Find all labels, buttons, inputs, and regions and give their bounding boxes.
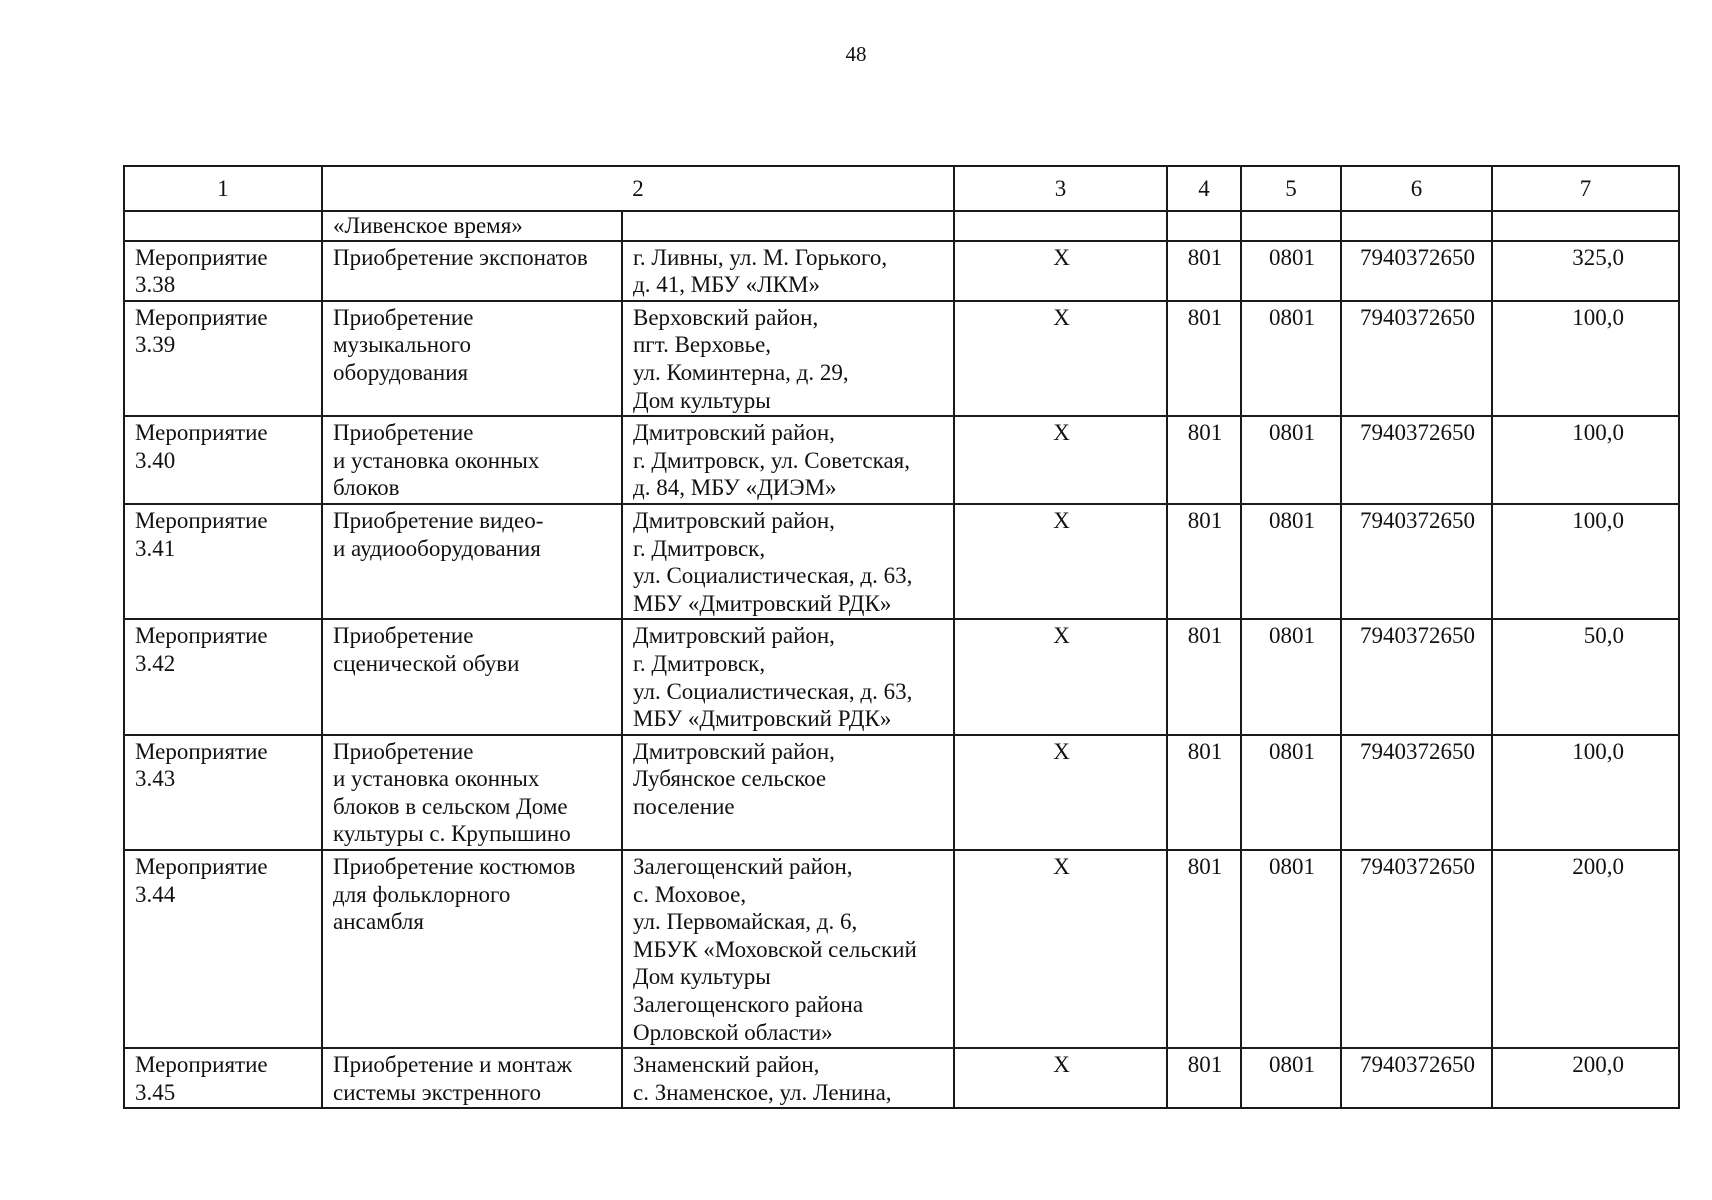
col7-cell: 100,0 <box>1492 735 1679 850</box>
col4-cell: 801 <box>1167 735 1241 850</box>
event-cell: Мероприятие 3.41 <box>124 504 322 619</box>
col7-cell: 100,0 <box>1492 301 1679 416</box>
col6-cell <box>1341 211 1492 241</box>
description-cell: Приобретение костюмов для фольклорного ансамбля <box>322 850 622 1048</box>
col7-cell: 200,0 <box>1492 1048 1679 1108</box>
description-cell: «Ливенское время» <box>322 211 622 241</box>
event-cell: Мероприятие 3.43 <box>124 735 322 850</box>
event-cell: Мероприятие 3.45 <box>124 1048 322 1108</box>
address-cell: Залегощенский район, с. Моховое, ул. Первомайская, д. 6, МБУК «Моховской сельский Дом культуры Залегощенского района Орловской области» <box>622 850 954 1048</box>
table-row <box>124 619 1679 734</box>
header-cell-2: 2 <box>322 166 954 211</box>
col5-cell: 0801 <box>1241 416 1341 504</box>
col4-cell: 801 <box>1167 1048 1241 1108</box>
col6-cell: 7940372650 <box>1341 619 1492 734</box>
description-cell: Приобретение видео- и аудиооборудования <box>322 504 622 619</box>
col4-cell: 801 <box>1167 504 1241 619</box>
col3-cell: Х <box>954 504 1167 619</box>
col5-cell: 0801 <box>1241 301 1341 416</box>
table-row <box>124 241 1679 301</box>
description-cell: Приобретение экспонатов <box>322 241 622 301</box>
table-row <box>124 416 1679 504</box>
col7-cell: 100,0 <box>1492 504 1679 619</box>
col4-cell: 801 <box>1167 301 1241 416</box>
col4-cell <box>1167 211 1241 241</box>
header-cell-6: 6 <box>1341 166 1492 211</box>
description-cell: Приобретение и установка оконных блоков <box>322 416 622 504</box>
col3-cell: Х <box>954 241 1167 301</box>
header-cell-4: 4 <box>1167 166 1241 211</box>
address-cell: Дмитровский район, г. Дмитровск, ул. Социалистическая, д. 63, МБУ «Дмитровский РДК» <box>622 504 954 619</box>
col5-cell: 0801 <box>1241 850 1341 1048</box>
col4-cell: 801 <box>1167 619 1241 734</box>
table-row <box>124 301 1679 416</box>
col6-cell: 7940372650 <box>1341 850 1492 1048</box>
col6-cell: 7940372650 <box>1341 241 1492 301</box>
event-cell: Мероприятие 3.40 <box>124 416 322 504</box>
description-cell: Приобретение музыкального оборудования <box>322 301 622 416</box>
col4-cell: 801 <box>1167 241 1241 301</box>
col6-cell: 7940372650 <box>1341 1048 1492 1108</box>
event-cell: Мероприятие 3.42 <box>124 619 322 734</box>
description-cell: Приобретение и монтаж системы экстренного <box>322 1048 622 1108</box>
address-cell: Дмитровский район, Лубянское сельское поселение <box>622 735 954 850</box>
header-cell-3: 3 <box>954 166 1167 211</box>
header-cell-1: 1 <box>124 166 322 211</box>
table-row <box>124 850 1679 1048</box>
col3-cell: Х <box>954 416 1167 504</box>
address-cell: Дмитровский район, г. Дмитровск, ул. Социалистическая, д. 63, МБУ «Дмитровский РДК» <box>622 619 954 734</box>
event-cell: Мероприятие 3.38 <box>124 241 322 301</box>
description-cell: Приобретение и установка оконных блоков в сельском Доме культуры с. Крупышино <box>322 735 622 850</box>
address-cell: Знаменский район, с. Знаменское, ул. Ленина, <box>622 1048 954 1108</box>
col5-cell: 0801 <box>1241 1048 1341 1108</box>
table-row <box>124 1048 1679 1108</box>
col6-cell: 7940372650 <box>1341 504 1492 619</box>
col3-cell: Х <box>954 735 1167 850</box>
col5-cell: 0801 <box>1241 241 1341 301</box>
page-number: 48 <box>845 42 867 66</box>
col7-cell <box>1492 211 1679 241</box>
continuation-row <box>124 211 1679 241</box>
address-cell: Верховский район, пгт. Верховье, ул. Коминтерна, д. 29, Дом культуры <box>622 301 954 416</box>
address-cell: Дмитровский район, г. Дмитровск, ул. Советская, д. 84, МБУ «ДИЭМ» <box>622 416 954 504</box>
header-cell-7: 7 <box>1492 166 1679 211</box>
col6-cell: 7940372650 <box>1341 735 1492 850</box>
measures-table <box>123 165 1680 1109</box>
col6-cell: 7940372650 <box>1341 301 1492 416</box>
col7-cell: 325,0 <box>1492 241 1679 301</box>
col4-cell: 801 <box>1167 850 1241 1048</box>
col5-cell: 0801 <box>1241 735 1341 850</box>
col6-cell: 7940372650 <box>1341 416 1492 504</box>
description-cell: Приобретение сценической обуви <box>322 619 622 734</box>
col5-cell: 0801 <box>1241 504 1341 619</box>
col7-cell: 50,0 <box>1492 619 1679 734</box>
event-cell: Мероприятие 3.44 <box>124 850 322 1048</box>
col5-cell <box>1241 211 1341 241</box>
table-body <box>124 166 1679 1108</box>
col3-cell: Х <box>954 301 1167 416</box>
event-cell: Мероприятие 3.39 <box>124 301 322 416</box>
col3-cell: Х <box>954 619 1167 734</box>
header-cell-5: 5 <box>1241 166 1341 211</box>
event-cell <box>124 211 322 241</box>
table-row <box>124 504 1679 619</box>
address-cell <box>622 211 954 241</box>
header-row <box>124 166 1679 211</box>
address-cell: г. Ливны, ул. М. Горького, д. 41, МБУ «ЛКМ» <box>622 241 954 301</box>
col5-cell: 0801 <box>1241 619 1341 734</box>
table-row <box>124 735 1679 850</box>
col7-cell: 100,0 <box>1492 416 1679 504</box>
col4-cell: 801 <box>1167 416 1241 504</box>
col3-cell: Х <box>954 850 1167 1048</box>
col3-cell: Х <box>954 1048 1167 1108</box>
col3-cell <box>954 211 1167 241</box>
col7-cell: 200,0 <box>1492 850 1679 1048</box>
